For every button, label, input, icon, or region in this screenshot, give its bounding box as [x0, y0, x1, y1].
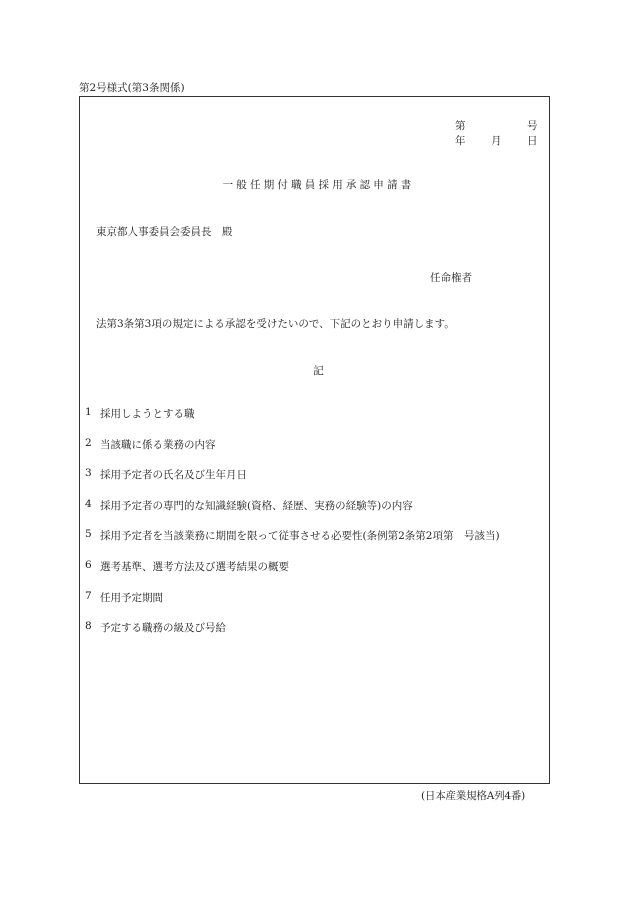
item-text: 採用予定者の氏名及び生年月日	[100, 469, 247, 482]
item-text: 当該職に係る業務の内容	[100, 438, 216, 451]
form-number: 第2号様式(第3条関係)	[79, 82, 185, 94]
item-list	[85, 406, 545, 651]
addressee: 東京都人事委員会委員長 殿	[96, 226, 233, 238]
number-suffix: 号	[527, 120, 538, 132]
appointer-label: 任命権者	[430, 272, 472, 284]
date-row	[455, 134, 537, 149]
list-item	[85, 406, 545, 437]
item-text: 選考基準、選考方法及び選考結果の概要	[100, 560, 289, 573]
item-text: 採用しようとする職	[100, 408, 195, 420]
list-item	[85, 437, 545, 468]
item-text: 任用予定期間	[100, 591, 163, 604]
item-text: 採用予定者の専門的な知識経験(資格、経歴、実務の経験等)の内容	[100, 499, 413, 512]
item-number: 2	[85, 436, 92, 449]
list-item	[85, 467, 545, 498]
item-number: 1	[85, 406, 92, 418]
item-number: 7	[85, 589, 92, 602]
day-label: 日	[527, 135, 538, 147]
month-label: 月	[491, 135, 502, 147]
item-text: 採用予定者を当該業務に期間を限って従事させる必要性(条例第2条第2項第 号該当)	[100, 530, 500, 543]
item-number: 3	[85, 467, 92, 480]
date-number-block	[455, 119, 537, 149]
item-number: 5	[85, 528, 92, 541]
list-item	[85, 620, 545, 651]
list-item	[85, 590, 545, 621]
item-text: 予定する職務の級及び号給	[100, 622, 226, 635]
item-number: 4	[85, 497, 92, 510]
request-text: 法第3条第3項の規定による承認を受けたいので、下記のとおり申請します。	[96, 318, 455, 330]
number-prefix: 第	[455, 120, 466, 132]
year-label: 年	[455, 135, 466, 147]
document-title: 一般任期付職員採用承認申請書	[222, 179, 415, 191]
form-frame	[79, 96, 550, 784]
item-number: 8	[85, 620, 92, 633]
item-number: 6	[85, 558, 92, 571]
list-item	[85, 528, 545, 559]
paper-size-note: (日本産業規格A列4番)	[421, 790, 526, 802]
document-number-row	[455, 119, 537, 134]
list-item	[85, 498, 545, 529]
list-item	[85, 559, 545, 590]
ki-label: 記	[313, 365, 324, 377]
